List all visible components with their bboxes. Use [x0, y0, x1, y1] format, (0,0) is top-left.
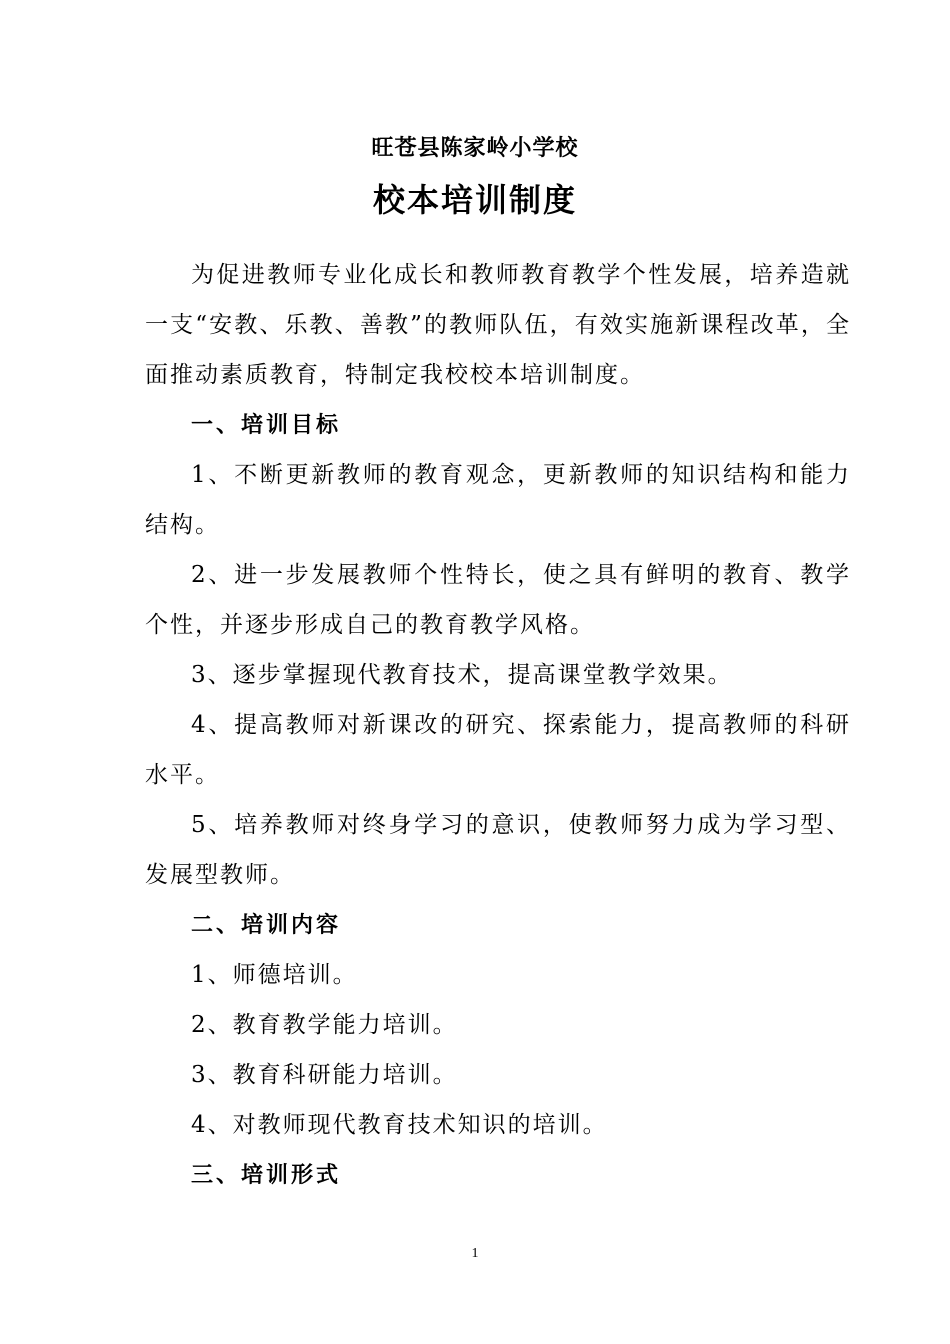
content-item: 2、教育教学能力培训。	[191, 1012, 458, 1038]
document-title: 校本培训制度	[372, 181, 577, 219]
section-heading-format: 三、培训形式	[191, 1162, 342, 1188]
intro-paragraph: 为促进教师专业化成长和教师教育教学个性发展，培养造就一支“安教、乐教、善教”的教师队伍，有效实施新课程改革，全面推动素质教育，特制定我校校本培训制度。	[145, 262, 851, 388]
page-number: 1	[471, 1246, 479, 1261]
goal-item: 3、逐步掌握现代教育技术，提高课堂教学效果。	[191, 662, 733, 688]
document-body	[145, 250, 851, 1200]
content-item: 3、教育科研能力培训。	[191, 1062, 458, 1088]
goal-item: 4、提高教师对新课改的研究、探索能力，提高教师的科研水平。	[145, 712, 851, 788]
goal-item: 2、进一步发展教师个性特长，使之具有鲜明的教育、教学个性，并逐步形成自己的教育教学风格。	[145, 562, 851, 638]
section-heading-goals: 一、培训目标	[191, 412, 342, 438]
goal-item: 5、培养教师对终身学习的意识，使教师努力成为学习型、发展型教师。	[145, 812, 851, 888]
school-name: 旺苍县陈家岭小学校	[371, 136, 579, 161]
content-item: 1、师德培训。	[191, 962, 358, 988]
section-heading-content: 二、培训内容	[191, 912, 342, 938]
goal-item: 1、不断更新教师的教育观念，更新教师的知识结构和能力结构。	[145, 462, 851, 538]
content-item: 4、对教师现代教育技术知识的培训。	[191, 1112, 608, 1138]
